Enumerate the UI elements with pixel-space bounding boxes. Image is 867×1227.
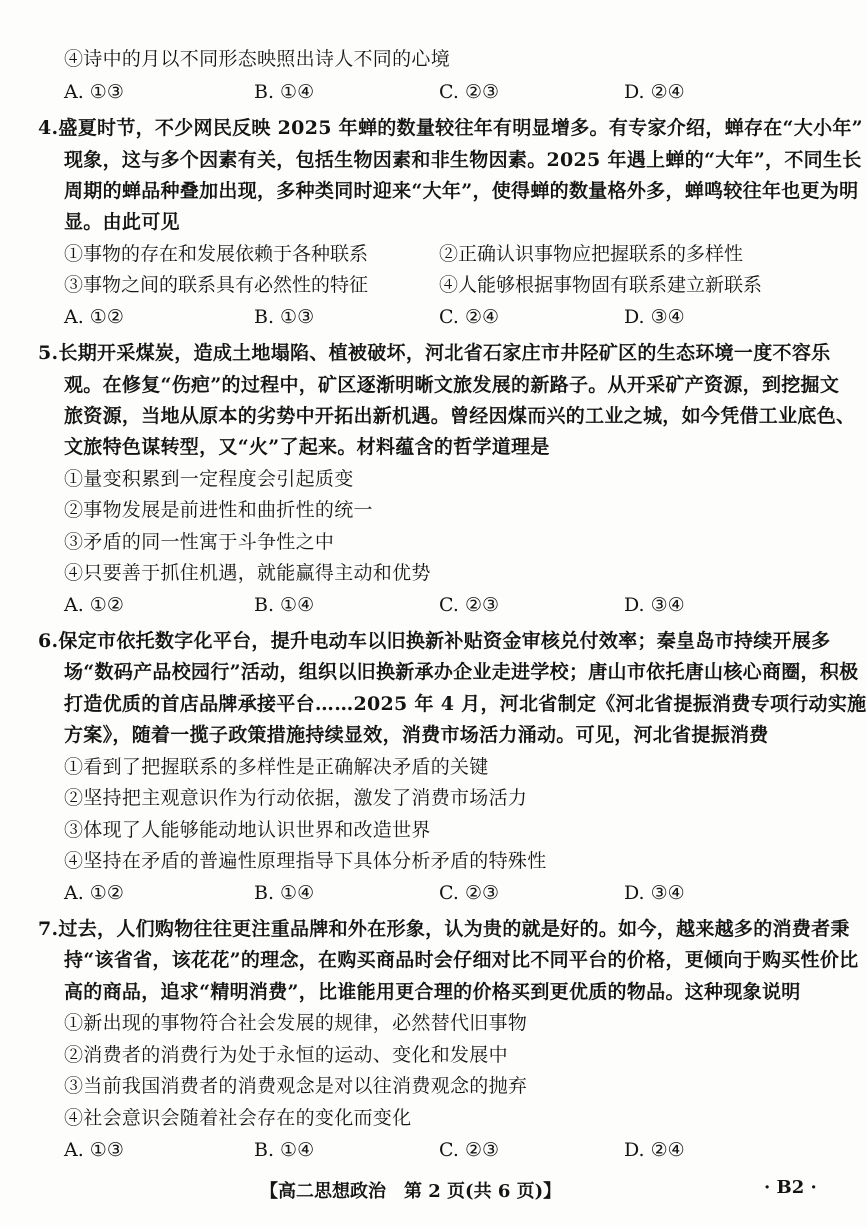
q7-stem-line: 7.过去，人们购物往往更注重品牌和外在形象，认为贵的就是好的。如今，越来越多的消费者秉 xyxy=(38,918,850,940)
q7-stem-line: 持“该省省，该花花”的理念，在购买商品时会仔细对比不同平台的价格，更倾向于购买性价比 xyxy=(64,949,859,971)
q7-choice-d: D. ②④ xyxy=(624,1139,685,1161)
q6-option-3: ③体现了人能够能动地认识世界和改造世界 xyxy=(64,819,431,841)
paper-code: · B2 · xyxy=(764,1177,817,1198)
q4-option-1: ①事物的存在和发展依赖于各种联系 xyxy=(64,243,369,265)
q6-stem-line: 场“数码产品校园行”活动，组织以旧换新承办企业走进学校；唐山市依托唐山核心商圈，积极 xyxy=(64,661,859,683)
q7-choice-c: C. ②③ xyxy=(439,1139,500,1161)
q7-option-3: ③当前我国消费者的消费观念是对以往消费观念的抛弃 xyxy=(64,1075,528,1097)
q4-stem-line: 现象，这与多个因素有关，包括生物因素和非生物因素。2025 年遇上蝉的“大年”，不同生长 xyxy=(64,149,862,171)
q6-choice-c: C. ②③ xyxy=(439,882,500,904)
q4-options-row-2 xyxy=(64,271,824,299)
q5-option-1: ①量变积累到一定程度会引起质变 xyxy=(64,468,354,490)
q4-stem-line: 周期的蝉品种叠加出现，多种类同时迎来“大年”，使得蝉的数量格外多，蝉鸣较往年也更为明 xyxy=(64,180,859,202)
q6-choice-b: B. ①④ xyxy=(254,882,315,904)
q6-stem-line: 6.保定市依托数字化平台，提升电动车以旧换新补贴资金审核兑付效率；秦皇岛市持续开展多 xyxy=(38,630,831,652)
q4-options-row-1 xyxy=(64,240,824,268)
q4-option-4: ④人能够根据事物固有联系建立新联系 xyxy=(439,274,763,296)
q6-option-1: ①看到了把握联系的多样性是正确解决矛盾的关键 xyxy=(64,756,489,778)
q4-option-3: ③事物之间的联系具有必然性的特征 xyxy=(64,274,369,296)
q3-choice-c: C. ②③ xyxy=(439,81,500,103)
q5-option-3: ③矛盾的同一性寓于斗争性之中 xyxy=(64,531,335,553)
q7-choice-a: A. ①③ xyxy=(64,1139,124,1161)
q6-option-4: ④坚持在矛盾的普遍性原理指导下具体分析矛盾的特殊性 xyxy=(64,850,547,872)
q7-choice-b: B. ①④ xyxy=(254,1139,315,1161)
q6-choice-a: A. ①② xyxy=(64,882,124,904)
q3-choice-b: B. ①④ xyxy=(254,81,315,103)
q3-option-4: ④诗中的月以不同形态映照出诗人不同的心境 xyxy=(64,48,451,70)
q4-choice-c: C. ②④ xyxy=(439,306,500,328)
q6-choice-d: D. ③④ xyxy=(624,882,685,904)
q4-choices xyxy=(64,303,824,331)
q4-stem-line: 4.盛夏时节，不少网民反映 2025 年蝉的数量较往年有明显增多。有专家介绍，蝉存在“大小年” xyxy=(38,117,863,139)
q4-choice-d: D. ③④ xyxy=(624,306,685,328)
q5-choices xyxy=(64,591,824,619)
q5-option-2: ②事物发展是前进性和曲折性的统一 xyxy=(64,499,373,521)
q7-option-1: ①新出现的事物符合社会发展的规律，必然替代旧事物 xyxy=(64,1012,528,1034)
q4-option-2: ②正确认识事物应把握联系的多样性 xyxy=(439,243,744,265)
q3-choice-d: D. ②④ xyxy=(624,81,685,103)
q3-choices xyxy=(64,78,824,106)
q7-stem-line: 高的商品，追求“精明消费”，比谁能用更合理的价格买到更优质的物品。这种现象说明 xyxy=(64,981,801,1003)
q5-option-4: ④只要善于抓住机遇，就能赢得主动和优势 xyxy=(64,562,431,584)
q6-choices xyxy=(64,879,824,907)
q5-stem-line: 文旅特色谋转型，又“火”了起来。材料蕴含的哲学道理是 xyxy=(64,436,550,458)
q5-stem-line: 观。在修复“伤疤”的过程中，矿区逐渐明晰文旅发展的新路子。从开采矿产资源，到挖掘文 xyxy=(64,374,840,396)
q4-choice-b: B. ①③ xyxy=(254,306,315,328)
q7-choices xyxy=(64,1136,824,1164)
q3-choice-a: A. ①③ xyxy=(64,81,124,103)
q5-stem-line: 5.长期开采煤炭，造成土地塌陷、植被破坏，河北省石家庄市井陉矿区的生态环境一度不容乐 xyxy=(38,342,831,364)
q7-option-2: ②消费者的消费行为处于永恒的运动、变化和发展中 xyxy=(64,1044,508,1066)
q6-stem-line: 打造优质的首店品牌承接平台……2025 年 4 月，河北省制定《河北省提振消费专项行动实施 xyxy=(64,693,867,715)
q6-option-2: ②坚持把主观意识作为行动依据，激发了消费市场活力 xyxy=(64,787,528,809)
q5-choice-d: D. ③④ xyxy=(624,594,685,616)
q5-choice-c: C. ②③ xyxy=(439,594,500,616)
q5-stem-line: 旅资源，当地从原本的劣势中开拓出新机遇。曾经因煤而兴的工业之城，如今凭借工业底色、 xyxy=(64,405,856,427)
q4-stem-line: 显。由此可见 xyxy=(64,211,180,233)
q7-option-4: ④社会意识会随着社会存在的变化而变化 xyxy=(64,1107,412,1129)
q5-choice-b: B. ①④ xyxy=(254,594,315,616)
page-footer: 【高二思想政治 第 2 页(共 6 页)】 xyxy=(260,1181,562,1202)
q6-stem-line: 方案》，随着一揽子政策措施持续显效，消费市场活力涌动。可见，河北省提振消费 xyxy=(64,724,769,746)
q4-choice-a: A. ①② xyxy=(64,306,124,328)
q5-choice-a: A. ①② xyxy=(64,594,124,616)
